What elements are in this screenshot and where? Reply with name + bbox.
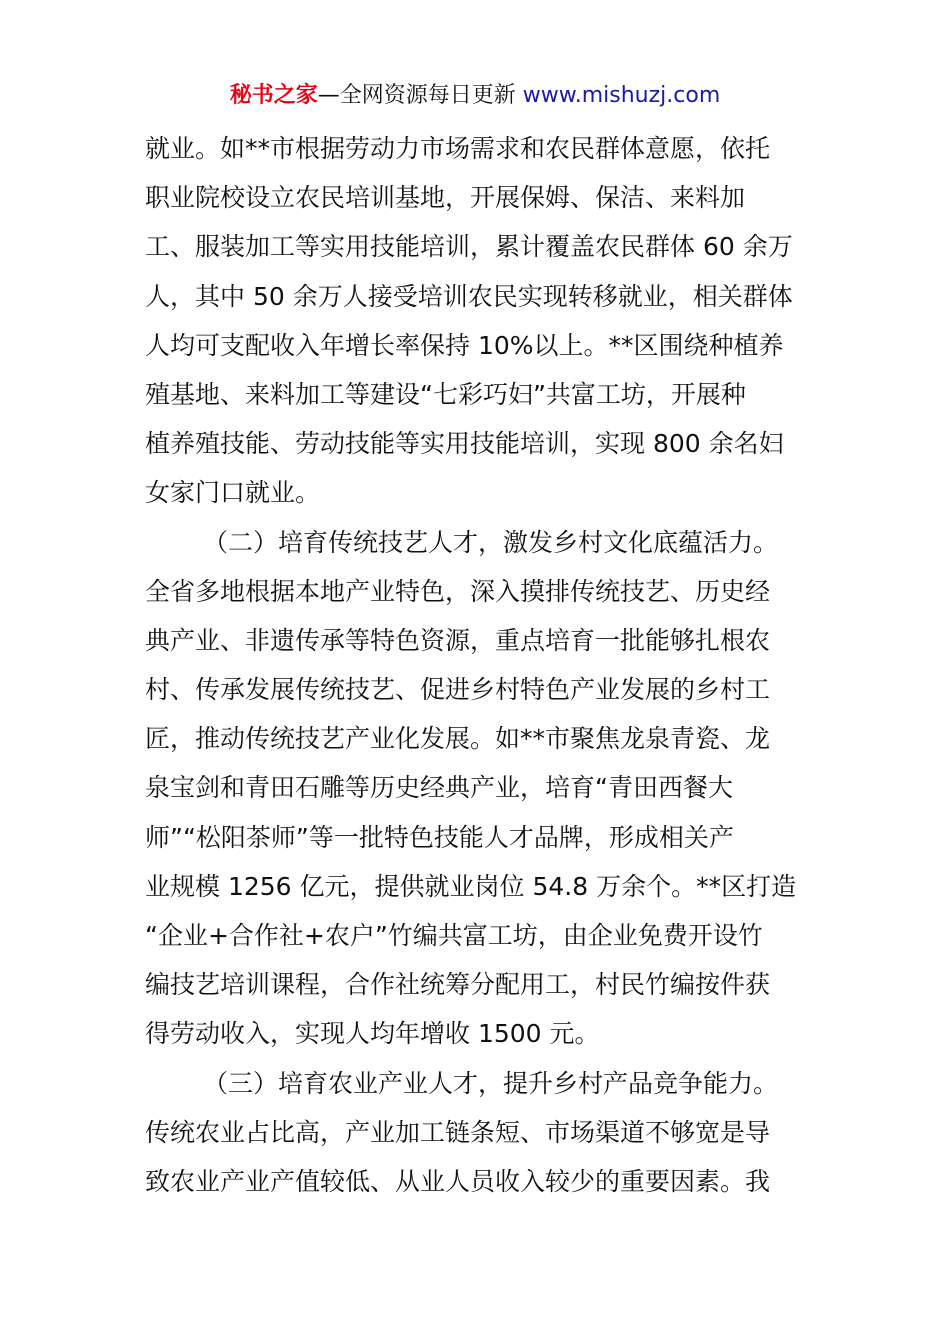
text-line: 全省多地根据本地产业特色，深入摸排传统技艺、历史经 — [145, 576, 771, 606]
text-line: 职业院校设立农民培训基地，开展保姆、保洁、来料加 — [145, 183, 746, 213]
text-line: 传统农业占比高，产业加工链条短、市场渠道不够宽是导 — [145, 1117, 771, 1147]
document-body — [145, 124, 810, 1206]
text-line: 匠，推动传统技艺产业化发展。如**市聚焦龙泉青瓷、龙 — [145, 724, 771, 754]
brand-name: 秘书之家 — [229, 83, 318, 108]
section-heading: （三）培育农业产业人才，提升乡村产品竞争能力。 — [203, 1068, 779, 1098]
text-line: 就业。如**市根据劳动力市场需求和农民群体意愿，依托 — [145, 134, 771, 163]
text-line: 人均可支配收入年增长率保持 10%以上。**区围绕种植养 — [145, 330, 784, 360]
text-line: 村、传承发展传统技艺、促进乡村特色产业发展的乡村工 — [145, 675, 771, 705]
site-header — [0, 78, 950, 114]
text-line: 殖基地、来料加工等建设“七彩巧妇”共富工坊，开展种 — [145, 379, 746, 409]
section-heading: （二）培育传统技艺人才，激发乡村文化底蕴活力。 — [203, 527, 779, 557]
text-line: “企业+合作社+农户”竹编共富工坊，由企业免费开设竹 — [145, 921, 763, 950]
text-line: 工、服装加工等实用技能培训，累计覆盖农民群体 60 余万 — [145, 232, 793, 262]
text-line: 女家门口就业。 — [145, 478, 321, 508]
text-line: 人，其中 50 余万人接受培训农民实现转移就业，相关群体 — [145, 281, 793, 311]
text-line: 师”“松阳茶师”等一批特色技能人才品牌，形成相关产 — [145, 822, 734, 852]
text-line: 典产业、非遗传承等特色资源，重点培育一批能够扎根农 — [145, 625, 771, 655]
text-line: 编技艺培训课程，合作社统筹分配用工，村民竹编按件获 — [145, 970, 771, 1000]
text-line: 致农业产业产值较低、从业人员收入较少的重要因素。我 — [145, 1166, 771, 1196]
text-line: 得劳动收入，实现人均年增收 1500 元。 — [145, 1019, 600, 1049]
site-url[interactable]: www.mishuzj.com — [522, 83, 721, 108]
text-line: 泉宝剑和青田石雕等历史经典产业，培育“青田西餐大 — [145, 773, 733, 803]
header-tagline: —全网资源每日更新 — [317, 83, 523, 108]
text-line: 植养殖技能、劳动技能等实用技能培训，实现 800 余名妇 — [145, 429, 784, 459]
text-line: 业规模 1256 亿元，提供就业岗位 54.8 万余个。**区打造 — [145, 871, 797, 901]
